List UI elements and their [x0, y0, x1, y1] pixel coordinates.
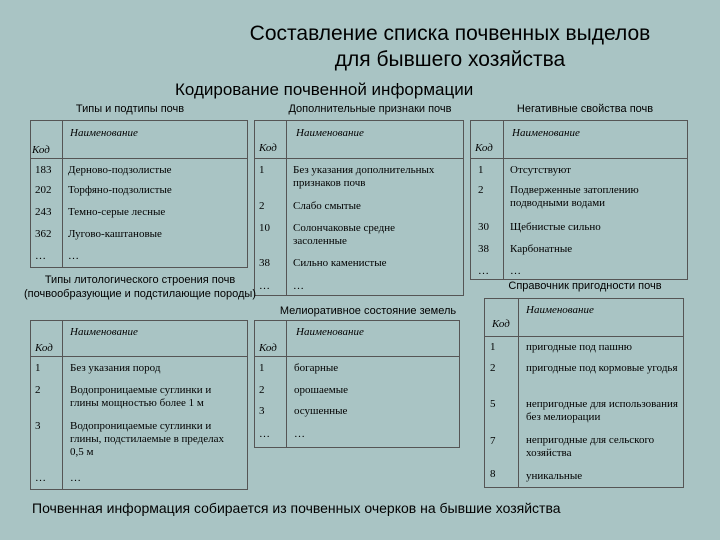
table-row-name: орошаемые [294, 384, 348, 396]
table-row-name: Без указания пород [70, 362, 161, 374]
table-row-code: 8 [490, 468, 496, 480]
table-row-name: Карбонатные [510, 243, 573, 255]
table-row-code: 5 [490, 398, 496, 410]
table-row-name: Подверженные затоплению подводными водами [510, 184, 639, 209]
table-row-name: … [68, 250, 79, 262]
footer-note: Почвенная информация собирается из почвенных очерков на бывшие хозяйства [32, 500, 561, 516]
suitability-label: Справочник пригодности почв [508, 280, 662, 292]
suitability-col-code: Код [492, 318, 510, 330]
table-row-code: 1 [478, 164, 484, 176]
table-row-name: Дерново-подзолистые [68, 164, 172, 176]
table-row-code: … [259, 280, 270, 292]
table-row-code: 2 [35, 384, 41, 396]
table-row-name: … [294, 428, 305, 440]
table-row-name: пригодные под кормовые угодья [526, 362, 678, 374]
table-row-name: … [70, 472, 81, 484]
table-row-name: Щебнистые сильно [510, 221, 601, 233]
table-row-code: 183 [35, 164, 52, 176]
table-row-code: 1 [490, 341, 496, 353]
negative-props-label: Негативные свойства почв [516, 103, 654, 115]
melio-table [254, 320, 460, 448]
table-row-code: 362 [35, 228, 52, 240]
melio-col-name: Наименование [296, 326, 364, 338]
table-row-code: 1 [259, 362, 265, 374]
table-row-name: Без указания дополнительных признаков почв [293, 164, 435, 189]
table-row-code: … [478, 265, 489, 277]
table-row-code: 7 [490, 435, 496, 447]
extra-features-label: Дополнительные признаки почв [288, 103, 452, 115]
table-row-name: Слабо смытые [293, 200, 361, 212]
table-row-name: … [293, 280, 304, 292]
table-row-code: 2 [259, 200, 265, 212]
table-row-name: богарные [294, 362, 339, 374]
table-row-code: 243 [35, 206, 52, 218]
litho-col-name: Наименование [70, 326, 138, 338]
table-row-code: 3 [35, 420, 41, 432]
table-row-name: Водопроницаемые суглинки и глины мощностью более 1 м [70, 384, 212, 409]
table-row-code: 202 [35, 184, 52, 196]
table-row-code: 3 [259, 405, 265, 417]
table-row-name: Сильно каменистые [293, 257, 387, 269]
table-row-code: 10 [259, 222, 270, 234]
table-row-code: 38 [259, 257, 270, 269]
table-row-name: … [510, 265, 521, 277]
table-row-name: уникальные [526, 470, 583, 482]
table-row-name: непригодные для использования без мелиорации [526, 398, 678, 423]
negative-props-col-code: Код [475, 142, 493, 154]
suitability-col-name: Наименование [526, 304, 594, 316]
negative-props-col-name: Наименование [512, 127, 580, 139]
extra-features-col-code: Код [259, 142, 277, 154]
table-row-name: непригодные для сельского хозяйства [526, 434, 655, 459]
table-row-code: … [35, 250, 46, 262]
table-row-name: осушенные [294, 405, 348, 417]
table-row-name: Лугово-каштановые [68, 228, 162, 240]
litho-col-code: Код [35, 342, 53, 354]
table-row-code: 38 [478, 243, 489, 255]
table-row-name: Солончаковые средне засоленные [293, 222, 395, 247]
extra-features-col-name: Наименование [296, 127, 364, 139]
table-row-name: пригодные под пашню [526, 341, 632, 353]
page-title-line1: Составление списка почвенных выделов [249, 22, 651, 45]
soil-types-col-code: Код [32, 144, 50, 156]
table-row-code: 30 [478, 221, 489, 233]
melio-label: Мелиоративное состояние земель [279, 305, 457, 317]
soil-types-col-name: Наименование [70, 127, 138, 139]
table-row-code: 1 [259, 164, 265, 176]
melio-col-code: Код [259, 342, 277, 354]
table-row-name: Торфяно-подзолистые [68, 184, 172, 196]
table-row-name: Темно-серые лесные [68, 206, 166, 218]
page-subtitle: Кодирование почвенной информации [175, 80, 474, 99]
table-row-code: … [35, 472, 46, 484]
litho-label: Типы литологического строения почв (почвообразующие и подстилающие породы) [24, 274, 256, 300]
table-row-code: 2 [259, 384, 265, 396]
table-row-code: 2 [478, 184, 484, 196]
table-row-code: 1 [35, 362, 41, 374]
soil-types-label: Типы и подтипы почв [75, 103, 185, 115]
table-row-name: Отсутствуют [510, 164, 571, 176]
table-row-name: Водопроницаемые суглинки и глины, подстилаемые в пределах 0,5 м [70, 420, 225, 458]
table-row-code: 2 [490, 362, 496, 374]
page-title-line2: для бывшего хозяйства [334, 48, 566, 71]
table-row-code: … [259, 428, 270, 440]
